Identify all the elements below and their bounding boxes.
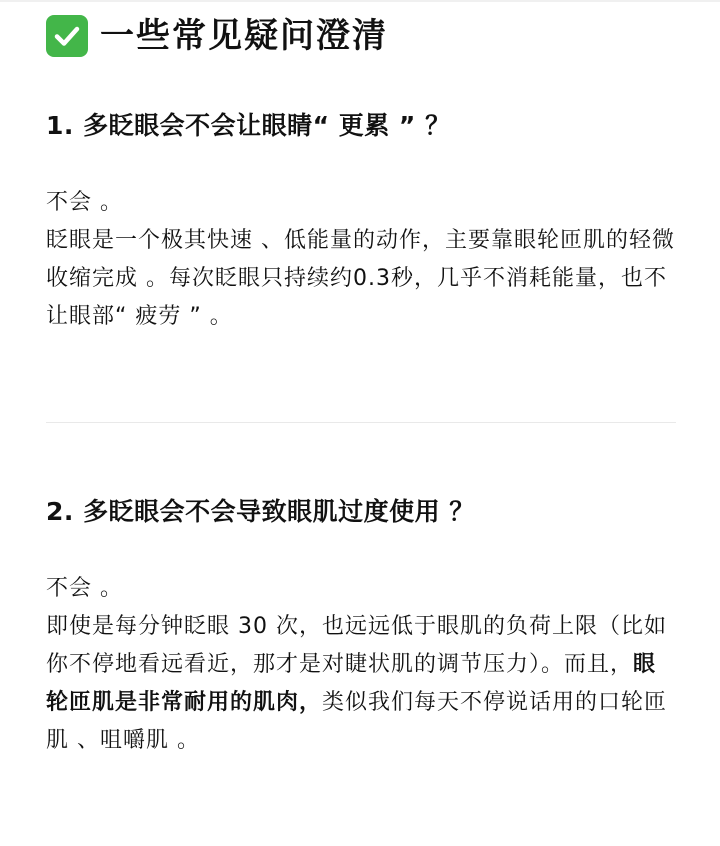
faq-section-2: [46, 494, 676, 760]
answer-body-emphasis: 眼轮匝肌是非常耐用的肌肉，: [46, 652, 657, 715]
question-heading: 1. 多眨眼会不会让眼睛“ 更累 ” ？: [46, 111, 451, 140]
answer-short: 不会 。: [46, 576, 123, 601]
answer-block: [46, 184, 676, 336]
answer-body: 眨眼是一个极其快速 、低能量的动作，主要靠眼轮匝肌的轻微收缩完成 。每次眨眼只持续约0.3秒，几乎不消耗能量，也不让眼部“ 疲劳 ” 。: [46, 228, 675, 329]
check-mark-icon: [46, 15, 88, 57]
answer-short: 不会 。: [46, 190, 123, 215]
answer-body-text: 即使是每分钟眨眼 30 次，也远远低于眼肌的负荷上限（比如你不停地看远看近，那才是对睫状肌的调节压力）。而且，: [46, 614, 667, 677]
section-divider: [46, 422, 676, 423]
top-border: [0, 0, 720, 2]
answer-body: [46, 608, 676, 760]
page-header: [46, 12, 388, 60]
question-heading: 2. 多眨眼会不会导致眼肌过度使用 ？: [46, 497, 475, 526]
faq-section-1: [46, 108, 676, 336]
page-title: 一些常见疑问澄清: [100, 16, 388, 56]
answer-block: [46, 570, 676, 760]
answer-body-text-end: 类似我们每天不停说话用的口轮匝肌 、咀嚼肌 。: [46, 690, 668, 753]
